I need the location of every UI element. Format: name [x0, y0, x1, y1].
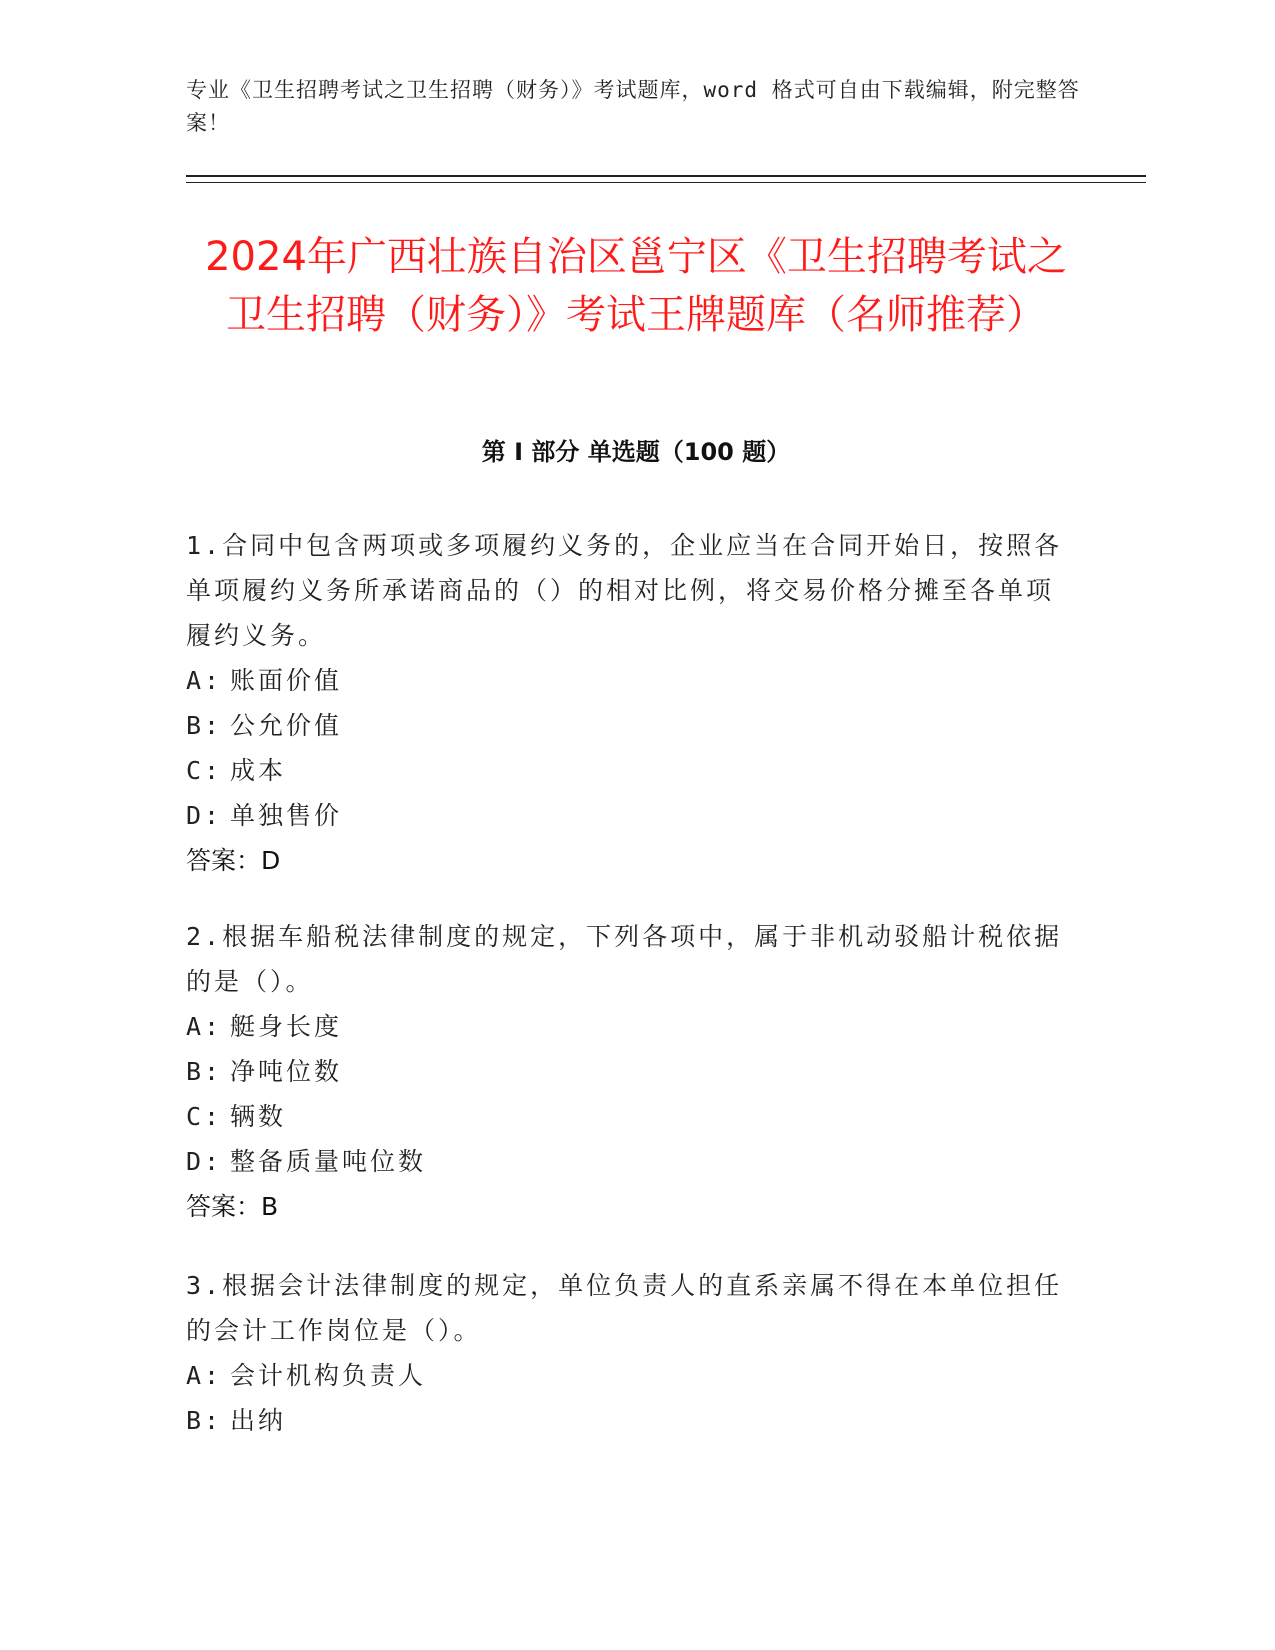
header-rule-thin: [186, 182, 1146, 183]
option-key: A:: [186, 1012, 223, 1041]
option-a: [186, 1353, 1066, 1398]
option-key: A:: [186, 666, 223, 695]
option-text: 净吨位数: [230, 1057, 343, 1086]
question-stem: 1.合同中包含两项或多项履约义务的，企业应当在合同开始日，按照各单项履约义务所承诺商品的（）的相对比例，将交易价格分摊至各单项履约义务。: [186, 531, 1063, 650]
option-key: C:: [186, 1102, 223, 1131]
option-d: [186, 1139, 1066, 1184]
section-title: 第 I 部分 单选题（100 题）: [481, 438, 791, 466]
option-a: [186, 1004, 1066, 1049]
option-b: [186, 1398, 1066, 1443]
option-key: B:: [186, 1057, 223, 1086]
question-stem: 3.根据会计法律制度的规定，单位负责人的直系亲属不得在本单位担任的会计工作岗位是（）。: [186, 1271, 1063, 1345]
answer: 答案：D: [186, 846, 281, 875]
header-rule-thick: [186, 175, 1146, 177]
question-3: [186, 1263, 1066, 1443]
header-note: 专业《卫生招聘考试之卫生招聘（财务）》考试题库，word 格式可自由下载编辑，附完整答案！: [186, 78, 1080, 135]
option-key: C:: [186, 756, 223, 785]
option-d: [186, 793, 1066, 838]
option-key: D:: [186, 1147, 223, 1176]
option-key: B:: [186, 1406, 223, 1435]
option-text: 会计机构负责人: [230, 1361, 427, 1390]
option-key: A:: [186, 1361, 223, 1390]
option-b: [186, 703, 1066, 748]
option-c: [186, 748, 1066, 793]
question-1: [186, 523, 1066, 883]
option-text: 出纳: [230, 1406, 287, 1435]
document-title: 2024年广西壮族自治区邕宁区《卫生招聘考试之卫生招聘（财务）》考试王牌题库（名师推荐）: [205, 234, 1067, 338]
option-c: [186, 1094, 1066, 1139]
option-text: 艇身长度: [230, 1012, 343, 1041]
option-text: 整备质量吨位数: [230, 1147, 427, 1176]
option-text: 账面价值: [230, 666, 343, 695]
question-2: [186, 914, 1066, 1229]
answer: 答案：B: [186, 1192, 279, 1221]
option-a: [186, 658, 1066, 703]
option-text: 公允价值: [230, 711, 343, 740]
option-text: 辆数: [230, 1102, 287, 1131]
option-b: [186, 1049, 1066, 1094]
option-key: D:: [186, 801, 223, 830]
option-text: 单独售价: [230, 801, 343, 830]
question-stem: 2.根据车船税法律制度的规定，下列各项中，属于非机动驳船计税依据的是（）。: [186, 922, 1063, 996]
option-text: 成本: [230, 756, 287, 785]
option-key: B:: [186, 711, 223, 740]
